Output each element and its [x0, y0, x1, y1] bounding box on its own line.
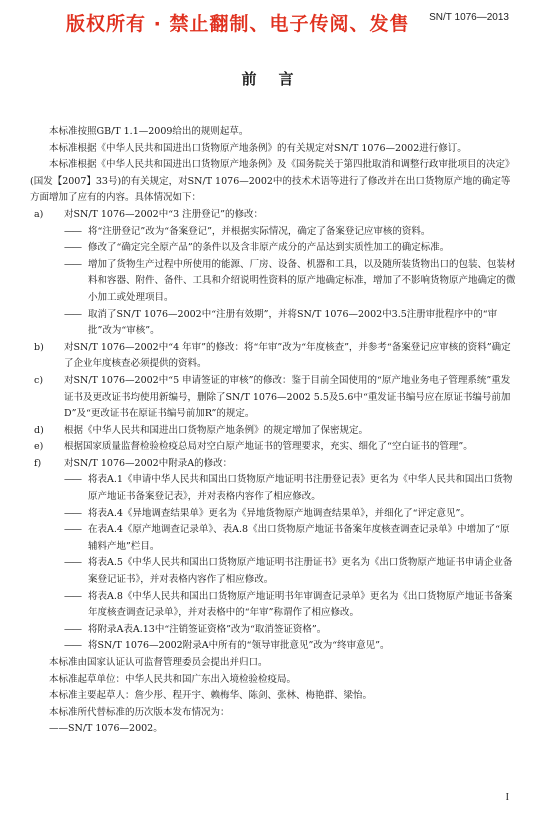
history-item [30, 721, 518, 738]
sub-item [30, 555, 518, 588]
dash-marker: —— [64, 242, 81, 254]
sub-item [30, 472, 518, 505]
sub-item-text: 将附录A表A.13中“注销签证资格”改为“取消签证资格”。 [88, 623, 327, 635]
dash-marker: —— [64, 225, 81, 237]
dash-marker: —— [64, 474, 81, 486]
dash-marker: —— [64, 258, 81, 270]
sub-item-text: 将表A.4《异地调查结果单》更名为《异地货物原产地调查结果单》，并细化了“评定意见”。 [88, 507, 470, 519]
dash-marker: —— [64, 623, 81, 635]
sub-item-text: 修改了“确定完全原产品”的条件以及含非原产成分的产品达到实质性加工的确定标准。 [88, 242, 450, 254]
sub-item-text: 将表A.1《申请中华人民共和国出口货物原产地证明书注册登记表》更名为《中华人民共和国出口货物原产地证书备案登记表》，并对表格内容作了相应修改。 [88, 474, 513, 503]
standard-code: SN/T 1076—2013 [429, 12, 509, 23]
list-item-text: 对SN/T 1076—2002中“5 申请签证的审核”的修改：鉴于目前全国使用的“原产地业务电子管理系统”重发证书及更改证书均使用新编号，删除了SN/T 1076—2002 5.5及5.6中“重发证书编号应在原证书编号前加D”及“更改证书在原证书编号前加R”的规定。 [64, 374, 511, 420]
list-item-text: 对SN/T 1076—2002中附录A的修改： [64, 457, 233, 469]
sub-item [30, 257, 518, 307]
dash-marker: —— [64, 590, 81, 602]
dash-marker: —— [64, 557, 81, 569]
list-item [30, 340, 518, 373]
closing-paragraph: 本标准主要起草人：詹少彤、程开宇、赖梅华、陈剑、张林、梅艳群、梁怡。 [49, 690, 373, 702]
sub-item [30, 638, 518, 655]
sub-item [30, 240, 518, 257]
dash-marker: —— [64, 640, 81, 652]
list-item [30, 373, 518, 423]
intro-paragraph: 本标准按照GB/T 1.1—2009给出的规则起草。 [49, 126, 249, 137]
list-marker: a) [34, 208, 44, 220]
sub-item [30, 307, 518, 340]
sub-item [30, 522, 518, 555]
sub-item-text: 在表A.4《原产地调查记录单》、表A.8《出口货物原产地证书备案年度核查调查记录单》中增加了“原辅料产地”栏目。 [88, 524, 510, 552]
list-marker: e) [34, 441, 44, 453]
sub-item [30, 622, 518, 639]
list-marker: d) [34, 424, 44, 436]
sub-item [30, 224, 518, 241]
closing-paragraph: 本标准由国家认证认可监督管理委员会提出并归口。 [49, 657, 268, 668]
page-title: 前言 [241, 70, 316, 88]
foreword-body [30, 124, 518, 738]
sub-item-text: 将表A.8《中华人民共和国出口货物原产地证明书年审调查记录单》更名为《出口货物原产地证书备案年度核查调查记录单》，并对表格中的“年审”称谓作了相应修改。 [88, 590, 513, 619]
dash-marker: —— [64, 308, 81, 320]
list-marker: c) [34, 374, 44, 386]
sub-item-text: 将SN/T 1076—2002附录A中所有的“领导审批意见”改为“终审意见”。 [88, 640, 390, 652]
list-item [30, 207, 518, 224]
dash-marker: —— [64, 524, 81, 536]
sub-item-text: 将“注册登记”改为“备案登记”，并根据实际情况，确定了备案登记应审核的资料。 [88, 225, 431, 237]
list-item-text: 对SN/T 1076—2002中“4 年审”的修改：将“年审”改为“年度核查”，并参考“备案登记应审核的资料”确定了企业年度核查必须提供的资料。 [64, 341, 511, 370]
sub-item-text: 增加了货物生产过程中所使用的能源、厂房、设备、机器和工具，以及随所装货物出口的包装、包装材料和容器、附件、备件、工具和介绍说明性资料的原产地确定标准，增加了不影响货物原产地确定的微小加工或处理项目。 [88, 258, 516, 303]
dash-marker: —— [64, 507, 81, 519]
dash-marker: —— [49, 723, 68, 735]
list-item-text: 根据《中华人民共和国进出口货物原产地条例》的规定增加了保密规定。 [64, 424, 369, 436]
list-item-text: 根据国家质量监督检验检疫总局对空白原产地证书的管理要求，充实、细化了“空白证书的管理”。 [64, 441, 473, 453]
closing-paragraph: 本标准所代替标准的历次版本发布情况为： [49, 706, 230, 718]
intro-paragraph: 本标准根据《中华人民共和国进出口货物原产地条例》及《国务院关于第四批取消和调整行政审批项目的决定》(国发【2007】33号)的有关规定，对SN/T 1076—2002中的技术术语等进行了修改并在出口货物原产地的确定等方面增加了应有的内容。具体情况如下： [30, 159, 515, 204]
history-text: SN/T 1076—2002。 [68, 723, 163, 735]
list-marker: b) [34, 341, 44, 353]
intro-paragraph: 本标准根据《中华人民共和国进出口货物原产地条例》的有关规定对SN/T 1076—2002进行修订。 [49, 142, 467, 154]
list-item [30, 423, 518, 440]
list-item [30, 456, 518, 473]
list-item [30, 439, 518, 456]
closing-paragraph: 本标准起草单位：中华人民共和国广东出入境检验检疫局。 [49, 673, 297, 685]
sub-item-text: 将表A.5《中华人民共和国出口货物原产地证明书注册证书》更名为《出口货物原产地证书申请企业备案登记证书》，并对表格内容作了相应修改。 [88, 557, 513, 586]
list-marker: f) [34, 457, 42, 469]
copyright-watermark: 版权所有 · 禁止翻制、电子传阅、发售 [66, 13, 410, 35]
sub-item [30, 589, 518, 622]
page-number: I [505, 792, 509, 803]
sub-item [30, 506, 518, 523]
list-item-text: 对SN/T 1076—2002中“3 注册登记”的修改： [64, 208, 264, 220]
sub-item-text: 取消了SN/T 1076—2002中“注册有效期”，并将SN/T 1076—2002中3.5注册审批程序中的“审批”改为“审核”。 [88, 308, 498, 337]
